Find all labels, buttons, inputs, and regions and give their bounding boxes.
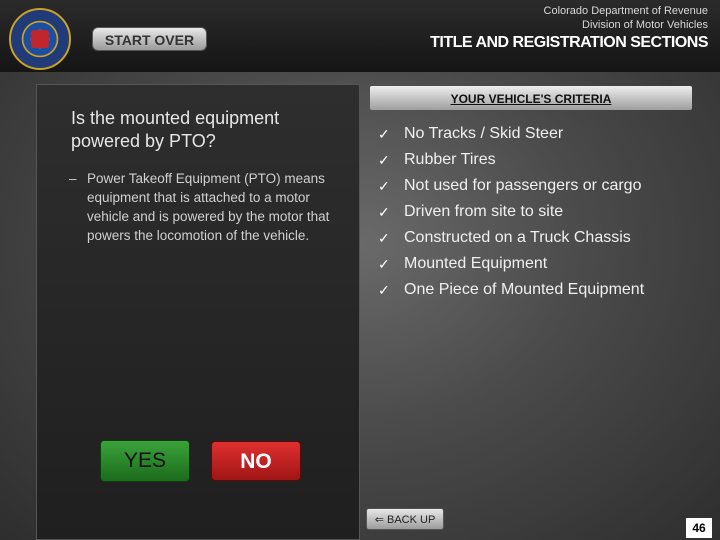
criteria-item bbox=[378, 202, 644, 228]
no-button[interactable]: NO bbox=[211, 441, 301, 481]
criteria-list bbox=[378, 124, 644, 306]
yes-button[interactable]: YES bbox=[100, 440, 190, 482]
department-name bbox=[544, 4, 708, 32]
criteria-item bbox=[378, 254, 644, 280]
checkmark-icon: ✓ bbox=[378, 126, 390, 142]
checkmark-icon: ✓ bbox=[378, 178, 390, 194]
criteria-item bbox=[378, 280, 644, 306]
checkmark-icon: ✓ bbox=[378, 230, 390, 246]
criteria-item-label: Mounted Equipment bbox=[404, 255, 548, 272]
criteria-item-label: No Tracks / Skid Steer bbox=[404, 125, 564, 142]
checkmark-icon: ✓ bbox=[378, 204, 390, 220]
back-up-label: BACK UP bbox=[386, 514, 436, 526]
criteria-header: YOUR VEHICLE'S CRITERIA bbox=[370, 86, 692, 110]
start-over-button[interactable]: START OVER bbox=[92, 27, 207, 51]
dept-line-2: Division of Motor Vehicles bbox=[582, 19, 708, 31]
pto-definition bbox=[69, 169, 349, 245]
criteria-item bbox=[378, 176, 644, 202]
criteria-item bbox=[378, 150, 644, 176]
dash-bullet: – bbox=[69, 171, 77, 186]
criteria-item-label: Rubber Tires bbox=[404, 151, 496, 168]
criteria-item-label: Constructed on a Truck Chassis bbox=[404, 229, 631, 246]
criteria-item bbox=[378, 228, 644, 254]
colorado-seal-logo bbox=[9, 8, 71, 70]
checkmark-icon: ✓ bbox=[378, 282, 390, 298]
dept-line-1: Colorado Department of Revenue bbox=[543, 5, 708, 17]
definition-text: Power Takeoff Equipment (PTO) means equipment that is attached to a motor vehicle and is powered by the motor that powers the locomotion of the vehicle. bbox=[87, 171, 330, 243]
criteria-item-label: One Piece of Mounted Equipment bbox=[404, 281, 645, 298]
back-arrow-icon: ⇐ bbox=[374, 514, 384, 526]
criteria-item-label: Not used for passengers or cargo bbox=[404, 177, 642, 194]
section-title: TITLE AND REGISTRATION SECTIONS bbox=[430, 34, 708, 51]
checkmark-icon: ✓ bbox=[378, 152, 390, 168]
page-number: 46 bbox=[686, 518, 712, 538]
criteria-item bbox=[378, 124, 644, 150]
criteria-item-label: Driven from site to site bbox=[404, 203, 564, 220]
header-bar bbox=[0, 0, 720, 72]
question-panel bbox=[36, 84, 360, 540]
question-text: Is the mounted equipment powered by PTO? bbox=[71, 108, 280, 151]
back-up-button[interactable] bbox=[366, 508, 444, 530]
checkmark-icon: ✓ bbox=[378, 256, 390, 272]
